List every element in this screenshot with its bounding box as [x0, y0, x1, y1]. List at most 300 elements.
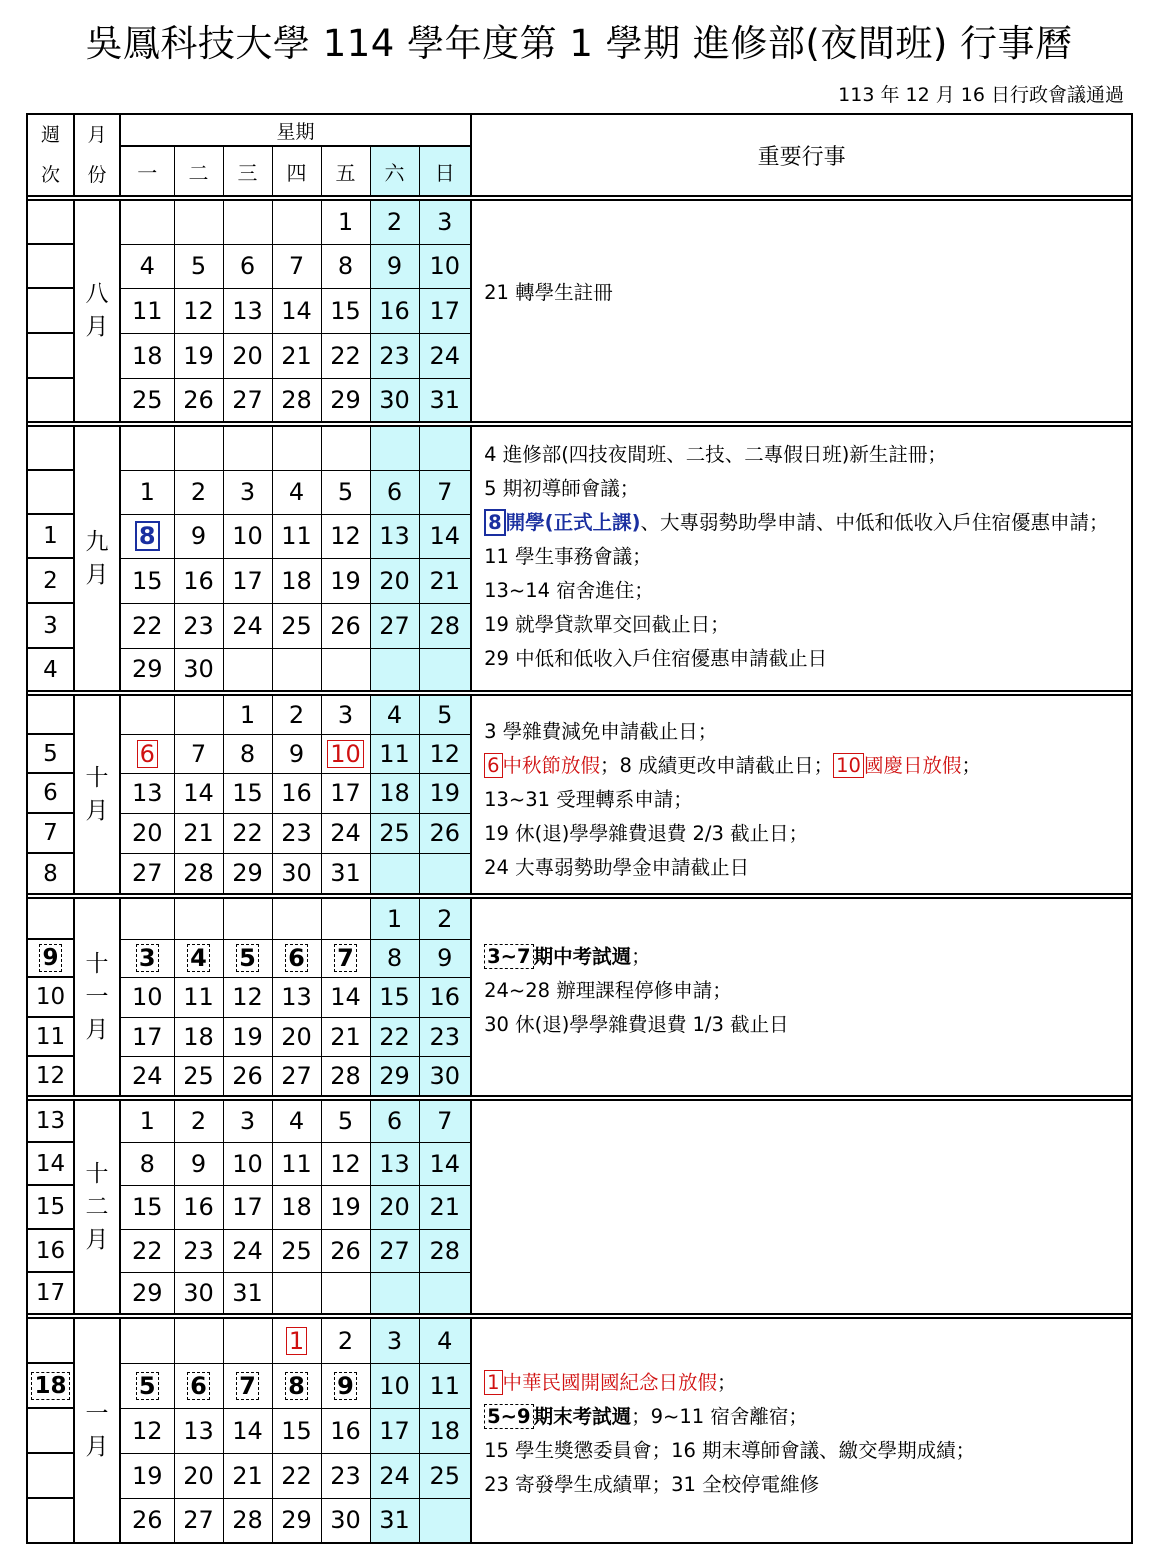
calendar-row	[27, 1100, 1132, 1142]
day-cell: 4	[419, 1318, 471, 1363]
weekday-header-4: 四	[272, 146, 321, 196]
events-cell	[471, 426, 1132, 691]
day-cell: 1	[120, 1100, 174, 1142]
day-cell: 30	[321, 1498, 370, 1543]
calendar-row	[27, 898, 1132, 939]
week-number	[27, 898, 74, 939]
day-cell: 11	[370, 734, 419, 773]
week-number: 6	[27, 773, 74, 813]
month-name: 十 月	[74, 695, 120, 894]
week-number	[27, 470, 74, 514]
day-cell	[370, 1272, 419, 1314]
day-cell: 27	[174, 1498, 223, 1543]
day-cell: 2	[321, 1318, 370, 1363]
day-cell: 14	[272, 288, 321, 333]
day-cell	[419, 1498, 471, 1543]
month-name: 八 月	[74, 200, 120, 422]
day-cell: 29	[120, 648, 174, 691]
day-cell	[174, 426, 223, 470]
day-cell: 3	[321, 695, 370, 734]
day-cell: 28	[174, 853, 223, 894]
day-cell: 8	[321, 244, 370, 288]
day-cell: 10	[223, 1142, 272, 1185]
day-cell: 10	[419, 244, 471, 288]
day-cell	[370, 426, 419, 470]
day-cell: 15	[120, 1185, 174, 1229]
event-item: 3 學雜費減免申請截止日；	[484, 720, 718, 743]
day-cell: 8	[120, 514, 174, 558]
week-number: 17	[27, 1272, 74, 1314]
day-cell: 26	[120, 1498, 174, 1543]
calendar-row	[27, 1318, 1132, 1363]
calendar-row	[27, 426, 1132, 470]
week-number: 10	[27, 977, 74, 1017]
day-cell: 19	[321, 1185, 370, 1229]
day-cell: 8	[223, 734, 272, 773]
day-cell: 11	[272, 514, 321, 558]
day-cell: 23	[419, 1017, 471, 1056]
day-cell: 22	[120, 603, 174, 648]
day-cell: 14	[419, 1142, 471, 1185]
day-cell: 29	[321, 378, 370, 422]
event-item: 24 大專弱勢助學金申請截止日	[484, 856, 750, 879]
day-cell: 30	[174, 1272, 223, 1314]
day-cell: 23	[272, 813, 321, 853]
week-number: 12	[27, 1056, 74, 1096]
day-cell: 14	[174, 773, 223, 813]
day-cell: 1	[321, 200, 370, 244]
day-cell: 7	[419, 470, 471, 514]
day-cell: 27	[370, 603, 419, 648]
day-cell: 14	[419, 514, 471, 558]
day-cell: 16	[174, 1185, 223, 1229]
events-header: 重要行事	[471, 114, 1132, 196]
day-cell: 27	[223, 378, 272, 422]
week-number: 9	[27, 939, 74, 977]
month-name: 九 月	[74, 426, 120, 691]
day-cell: 3	[370, 1318, 419, 1363]
day-cell: 6	[120, 734, 174, 773]
week-number	[27, 244, 74, 288]
day-cell	[321, 648, 370, 691]
day-cell: 31	[419, 378, 471, 422]
day-cell	[321, 898, 370, 939]
day-cell: 16	[174, 558, 223, 603]
day-cell: 21	[223, 1453, 272, 1498]
day-cell: 29	[223, 853, 272, 894]
day-cell: 20	[174, 1453, 223, 1498]
event-item: 5 期初導師會議；	[484, 477, 640, 500]
event-item: 11 學生事務會議；	[484, 545, 652, 568]
week-number: 11	[27, 1017, 74, 1056]
weekday-header-5: 五	[321, 146, 370, 196]
day-cell: 7	[223, 1363, 272, 1408]
day-cell: 18	[120, 333, 174, 378]
week-number	[27, 1498, 74, 1543]
day-cell: 26	[174, 378, 223, 422]
day-cell: 25	[419, 1453, 471, 1498]
day-cell: 8	[120, 1142, 174, 1185]
day-cell: 20	[120, 813, 174, 853]
event-item: 13~14 宿舍進住；	[484, 579, 654, 602]
day-cell: 29	[272, 1498, 321, 1543]
day-cell: 7	[174, 734, 223, 773]
weekday-header-3: 三	[223, 146, 272, 196]
day-cell: 25	[174, 1056, 223, 1096]
day-cell: 10	[370, 1363, 419, 1408]
day-cell: 20	[223, 333, 272, 378]
day-cell: 13	[174, 1408, 223, 1453]
day-cell: 25	[272, 603, 321, 648]
day-cell: 2	[370, 200, 419, 244]
day-cell	[120, 898, 174, 939]
day-cell: 1	[223, 695, 272, 734]
day-cell: 31	[223, 1272, 272, 1314]
day-cell	[321, 1272, 370, 1314]
day-cell: 18	[419, 1408, 471, 1453]
day-cell: 26	[321, 1229, 370, 1272]
day-cell	[419, 853, 471, 894]
day-cell	[321, 426, 370, 470]
day-cell: 9	[419, 939, 471, 977]
day-cell: 6	[174, 1363, 223, 1408]
day-cell: 2	[174, 1100, 223, 1142]
events-cell	[471, 1318, 1132, 1543]
day-cell: 8	[370, 939, 419, 977]
day-cell: 13	[120, 773, 174, 813]
day-cell: 19	[321, 558, 370, 603]
event-item: 3~7 期中考試週；	[484, 943, 1131, 971]
day-cell: 23	[174, 1229, 223, 1272]
day-cell	[272, 648, 321, 691]
day-cell: 24	[419, 333, 471, 378]
day-cell	[120, 695, 174, 734]
day-cell: 18	[370, 773, 419, 813]
day-cell	[223, 648, 272, 691]
day-cell: 24	[321, 813, 370, 853]
day-cell: 11	[174, 977, 223, 1017]
day-cell: 2	[174, 470, 223, 514]
day-cell: 21	[419, 558, 471, 603]
week-number: 13	[27, 1100, 74, 1142]
day-cell: 29	[120, 1272, 174, 1314]
day-cell: 1	[120, 470, 174, 514]
day-cell: 9	[272, 734, 321, 773]
day-cell: 22	[321, 333, 370, 378]
day-cell: 10	[120, 977, 174, 1017]
day-cell: 28	[419, 603, 471, 648]
day-cell	[174, 695, 223, 734]
day-cell: 16	[419, 977, 471, 1017]
week-number: 16	[27, 1229, 74, 1272]
day-cell	[419, 1272, 471, 1314]
day-cell: 28	[321, 1056, 370, 1096]
day-cell: 9	[370, 244, 419, 288]
day-cell: 21	[272, 333, 321, 378]
week-number	[27, 426, 74, 470]
week-number: 18	[27, 1363, 74, 1408]
events-cell	[471, 1100, 1132, 1314]
month-name: 一 月	[74, 1318, 120, 1543]
month-name: 十 一 月	[74, 898, 120, 1096]
week-number: 14	[27, 1142, 74, 1185]
day-cell: 21	[321, 1017, 370, 1056]
day-cell: 17	[223, 1185, 272, 1229]
day-cell: 22	[370, 1017, 419, 1056]
day-cell: 30	[272, 853, 321, 894]
day-cell: 23	[321, 1453, 370, 1498]
calendar-row	[27, 200, 1132, 244]
day-cell: 7	[272, 244, 321, 288]
day-cell: 24	[223, 1229, 272, 1272]
day-cell	[370, 648, 419, 691]
day-cell: 3	[223, 470, 272, 514]
day-cell: 28	[272, 378, 321, 422]
week-header: 週 次	[27, 114, 74, 196]
event-item: 21 轉學生註冊	[484, 281, 613, 304]
day-cell: 27	[370, 1229, 419, 1272]
day-cell: 15	[120, 558, 174, 603]
day-cell: 31	[370, 1498, 419, 1543]
event-item: 19 就學貸款單交回截止日；	[484, 613, 730, 636]
event-item: 5~9 期末考試週；9~11 宿舍離宿；	[484, 1403, 1131, 1431]
day-cell	[272, 1272, 321, 1314]
day-cell: 19	[419, 773, 471, 813]
event-item: 15 學生獎懲委員會；16 期末導師會議、繳交學期成績；	[484, 1439, 976, 1462]
day-cell: 24	[120, 1056, 174, 1096]
day-cell	[174, 898, 223, 939]
day-cell: 30	[174, 648, 223, 691]
day-cell: 7	[321, 939, 370, 977]
day-cell: 12	[223, 977, 272, 1017]
day-cell	[272, 898, 321, 939]
day-cell: 16	[272, 773, 321, 813]
day-cell: 24	[223, 603, 272, 648]
day-cell: 18	[272, 1185, 321, 1229]
week-number	[27, 200, 74, 244]
day-cell: 4	[272, 470, 321, 514]
day-cell	[174, 1318, 223, 1363]
events-cell	[471, 695, 1132, 894]
event-item: 1 中華民國開國紀念日放假；	[484, 1369, 1131, 1397]
day-cell	[120, 200, 174, 244]
week-number	[27, 1408, 74, 1453]
week-number	[27, 333, 74, 378]
event-item: 24~28 辦理課程停修申請；	[484, 979, 732, 1002]
day-cell: 22	[120, 1229, 174, 1272]
day-cell: 27	[120, 853, 174, 894]
event-item: 23 寄發學生成績單；31 全校停電維修	[484, 1473, 820, 1496]
day-cell: 9	[321, 1363, 370, 1408]
day-cell: 5	[174, 244, 223, 288]
day-cell: 6	[370, 1100, 419, 1142]
day-cell: 4	[120, 244, 174, 288]
day-cell: 22	[272, 1453, 321, 1498]
event-item: 4 進修部(四技夜間班、二技、二專假日班)新生註冊；	[484, 443, 947, 466]
day-cell	[272, 426, 321, 470]
weekday-header-2: 二	[174, 146, 223, 196]
day-cell: 15	[370, 977, 419, 1017]
day-cell: 6	[272, 939, 321, 977]
week-number: 3	[27, 603, 74, 648]
day-cell	[223, 898, 272, 939]
day-cell: 16	[370, 288, 419, 333]
day-cell: 4	[370, 695, 419, 734]
day-cell: 31	[321, 853, 370, 894]
day-cell: 17	[321, 773, 370, 813]
day-cell: 26	[419, 813, 471, 853]
week-number: 15	[27, 1185, 74, 1229]
day-cell: 11	[272, 1142, 321, 1185]
calendar-row	[27, 695, 1132, 734]
event-item: 13~31 受理轉系申請；	[484, 788, 693, 811]
month-name: 十 二 月	[74, 1100, 120, 1314]
week-number	[27, 1318, 74, 1363]
week-number	[27, 378, 74, 422]
day-cell: 20	[370, 1185, 419, 1229]
week-number: 4	[27, 648, 74, 691]
week-number	[27, 1453, 74, 1498]
day-cell: 1	[272, 1318, 321, 1363]
event-item: 8 開學(正式上課)、大專弱勢助學申請、中低和低收入戶住宿優惠申請；	[484, 509, 1131, 537]
month-header: 月 份	[74, 114, 120, 196]
day-cell	[272, 200, 321, 244]
day-cell: 4	[272, 1100, 321, 1142]
day-cell: 26	[223, 1056, 272, 1096]
day-cell: 22	[223, 813, 272, 853]
day-cell: 14	[223, 1408, 272, 1453]
day-cell	[174, 200, 223, 244]
day-cell: 10	[321, 734, 370, 773]
day-cell: 8	[272, 1363, 321, 1408]
day-cell: 3	[223, 1100, 272, 1142]
day-cell: 26	[321, 603, 370, 648]
day-cell	[120, 1318, 174, 1363]
day-cell: 20	[272, 1017, 321, 1056]
day-cell: 16	[321, 1408, 370, 1453]
day-cell	[223, 1318, 272, 1363]
day-cell: 10	[223, 514, 272, 558]
week-number: 2	[27, 558, 74, 603]
day-cell: 5	[419, 695, 471, 734]
day-cell: 13	[370, 1142, 419, 1185]
day-cell: 17	[419, 288, 471, 333]
day-cell: 1	[370, 898, 419, 939]
day-cell: 25	[120, 378, 174, 422]
day-cell	[120, 426, 174, 470]
day-cell: 14	[321, 977, 370, 1017]
day-cell	[223, 426, 272, 470]
day-cell: 3	[120, 939, 174, 977]
day-cell: 15	[321, 288, 370, 333]
week-number: 1	[27, 514, 74, 558]
day-cell: 18	[174, 1017, 223, 1056]
events-cell	[471, 898, 1132, 1096]
day-cell: 12	[174, 288, 223, 333]
day-cell: 30	[419, 1056, 471, 1096]
day-cell: 6	[223, 244, 272, 288]
day-cell: 28	[223, 1498, 272, 1543]
week-number: 5	[27, 734, 74, 773]
day-cell: 23	[174, 603, 223, 648]
day-cell: 19	[174, 333, 223, 378]
calendar-table	[26, 113, 1133, 1544]
day-cell: 2	[272, 695, 321, 734]
day-cell: 5	[321, 470, 370, 514]
day-cell: 13	[223, 288, 272, 333]
day-cell: 12	[419, 734, 471, 773]
event-item: 30 休(退)學學雜費退費 1/3 截止日	[484, 1013, 789, 1036]
day-cell: 29	[370, 1056, 419, 1096]
event-item: 29 中低和低收入戶住宿優惠申請截止日	[484, 647, 828, 670]
day-cell: 5	[120, 1363, 174, 1408]
day-cell: 5	[321, 1100, 370, 1142]
day-cell: 13	[272, 977, 321, 1017]
weekday-group-header: 星期	[120, 114, 471, 146]
day-cell: 17	[120, 1017, 174, 1056]
day-cell	[223, 200, 272, 244]
approval-note: 113 年 12 月 16 日行政會議通過	[838, 84, 1124, 106]
day-cell	[370, 853, 419, 894]
day-cell: 11	[419, 1363, 471, 1408]
week-number	[27, 695, 74, 734]
day-cell: 25	[370, 813, 419, 853]
day-cell: 18	[272, 558, 321, 603]
day-cell: 19	[120, 1453, 174, 1498]
day-cell: 30	[370, 378, 419, 422]
weekday-header-7: 日	[419, 146, 471, 196]
day-cell: 12	[120, 1408, 174, 1453]
day-cell: 5	[223, 939, 272, 977]
day-cell: 19	[223, 1017, 272, 1056]
weekday-header-1: 一	[120, 146, 174, 196]
day-cell: 7	[419, 1100, 471, 1142]
day-cell: 17	[223, 558, 272, 603]
day-cell: 9	[174, 514, 223, 558]
day-cell: 13	[370, 514, 419, 558]
day-cell: 15	[223, 773, 272, 813]
week-number: 7	[27, 813, 74, 853]
day-cell: 24	[370, 1453, 419, 1498]
day-cell	[419, 426, 471, 470]
day-cell: 2	[419, 898, 471, 939]
day-cell: 17	[370, 1408, 419, 1453]
day-cell: 6	[370, 470, 419, 514]
day-cell: 9	[174, 1142, 223, 1185]
day-cell: 4	[174, 939, 223, 977]
day-cell: 12	[321, 1142, 370, 1185]
day-cell: 28	[419, 1229, 471, 1272]
event-item: 6 中秋節放假；8 成績更改申請截止日； 10 國慶日放假；	[484, 752, 1131, 780]
day-cell: 11	[120, 288, 174, 333]
day-cell: 21	[174, 813, 223, 853]
day-cell: 27	[272, 1056, 321, 1096]
day-cell: 23	[370, 333, 419, 378]
week-number: 8	[27, 853, 74, 894]
page-title: 吳鳳科技大學 114 學年度第 1 學期 進修部(夜間班) 行事曆	[85, 22, 1073, 65]
day-cell: 25	[272, 1229, 321, 1272]
weekday-header-6: 六	[370, 146, 419, 196]
event-item: 19 休(退)學學雜費退費 2/3 截止日；	[484, 822, 809, 845]
day-cell: 12	[321, 514, 370, 558]
day-cell: 3	[419, 200, 471, 244]
events-cell	[471, 200, 1132, 422]
day-cell: 15	[272, 1408, 321, 1453]
day-cell: 20	[370, 558, 419, 603]
day-cell: 21	[419, 1185, 471, 1229]
day-cell	[419, 648, 471, 691]
week-number	[27, 288, 74, 333]
